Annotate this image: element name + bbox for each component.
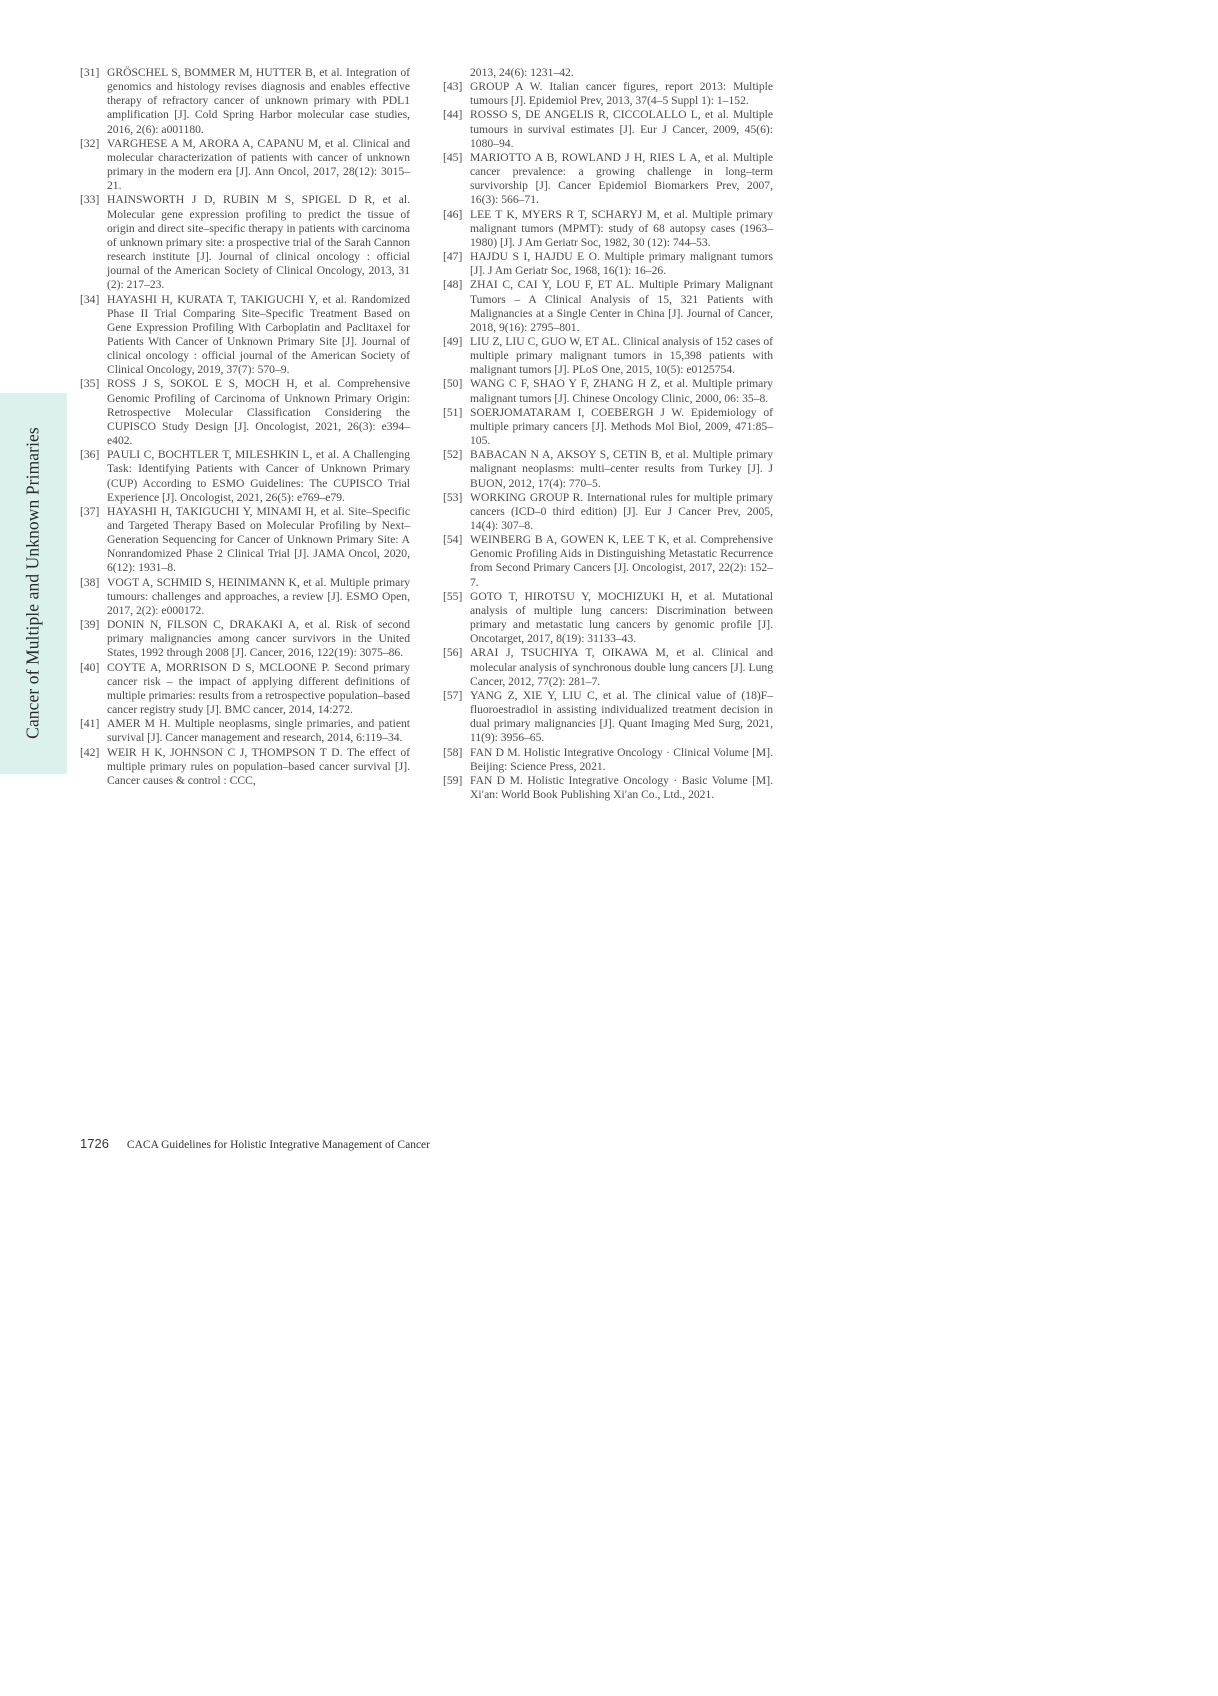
- reference-text: WEINBERG B A, GOWEN K, LEE T K, et al. Comprehensive Genomic Profiling Aids in Distinguishing Metastatic Recurrence from Second Primary Cancers [J]. Oncologist, 2017, 22(2): 152–7.: [470, 533, 773, 589]
- reference-text: COYTE A, MORRISON D S, MCLOONE P. Second primary cancer risk – the impact of applying different definitions of multiple primaries: results from a retrospective population–based cancer registry study [J]. BMC cancer, 2014, 14:272.: [107, 660, 410, 717]
- reference-number: [31]: [80, 66, 100, 79]
- reference-number: [55]: [443, 589, 463, 603]
- page-number: 1726: [80, 1136, 109, 1151]
- reference-item: [443, 80, 773, 108]
- reference-item: [443, 533, 773, 590]
- reference-item: [80, 193, 410, 292]
- reference-number: [49]: [443, 334, 463, 348]
- reference-number: [50]: [443, 377, 463, 391]
- reference-item: [443, 278, 773, 335]
- reference-item: [443, 335, 773, 377]
- reference-number: [43]: [443, 80, 463, 94]
- reference-number: [58]: [443, 745, 463, 759]
- running-footer-title: CACA Guidelines for Holistic Integrative Management of Cancer: [126, 1139, 430, 1151]
- reference-number: [39]: [80, 618, 100, 632]
- reference-number: [42]: [80, 745, 100, 759]
- reference-text: GRÖSCHEL S, BOMMER M, HUTTER B, et al. Integration of genomics and histology revises diagnosis and enables effective therapy of refractory cancer of unknown primary with PDL1 amplification [J]. Cold Spring Harbor molecular case studies, 2016, 2(6): a001180.: [107, 66, 410, 136]
- reference-text: HAJDU S I, HAJDU E O. Multiple primary malignant tumors [J]. J Am Geriatr Soc, 1968, 16(1): 16–26.: [470, 250, 773, 278]
- reference-item: [80, 618, 410, 660]
- reference-item: [80, 66, 410, 137]
- reference-text: PAULI C, BOCHTLER T, MILESHKIN L, et al. A Challenging Task: Identifying Patients with Cancer of Unknown Primary (CUP) According to ESMO Guidelines: The CUPISCO Trial Experience [J]. Oncologist, 2021, 26(5): e769–e79.: [107, 448, 410, 504]
- reference-number: [41]: [80, 717, 100, 731]
- reference-number: [53]: [443, 490, 463, 504]
- reference-text: WORKING GROUP R. International rules for multiple primary cancers (ICD–0 third edition) [J]. Eur J Cancer Prev, 2005, 14(4): 307–8.: [470, 490, 773, 532]
- reference-text: AMER M H. Multiple neoplasms, single primaries, and patient survival [J]. Cancer management and research, 2014, 6:119–34.: [107, 717, 410, 745]
- reference-item: [80, 137, 410, 194]
- reference-number: [35]: [80, 377, 100, 391]
- reference-number: [52]: [443, 448, 463, 462]
- reference-item: [443, 108, 773, 150]
- reference-item: [443, 406, 773, 448]
- reference-item: [443, 377, 773, 405]
- reference-item: [443, 448, 773, 490]
- reference-number: [38]: [80, 575, 100, 589]
- reference-text: FAN D M. Holistic Integrative Oncology · Clinical Volume [M]. Beijing: Science Press, 2021.: [470, 745, 773, 773]
- reference-number: [45]: [443, 150, 463, 164]
- reference-text: WEIR H K, JOHNSON C J, THOMPSON T D. The effect of multiple primary rules on population–based cancer survival [J]. Cancer causes & control : CCC,: [107, 745, 410, 787]
- reference-text: GOTO T, HIROTSU Y, MOCHIZUKI H, et al. Mutational analysis of multiple lung cancers: Discrimination between primary and metastatic lung cancers by genomic profile [J]. Oncotarget, 2017, 8(19): 31133–43.: [470, 589, 773, 646]
- reference-text: HAYASHI H, TAKIGUCHI Y, MINAMI H, et al. Site–Specific and Targeted Therapy Based on Molecular Profiling by Next–Generation Sequencing for Cancer of Unknown Primary Site: A Nonrandomized Phase 2 Clinical Trial [J]. JAMA Oncol, 2020, 6(12): 1931–8.: [107, 504, 410, 575]
- reference-text: MARIOTTO A B, ROWLAND J H, RIES L A, et al. Multiple cancer prevalence: a growing challenge in long–term survivorship [J]. Cancer Epidemiol Biomarkers Prev, 2007, 16(3): 566–71.: [470, 150, 773, 207]
- references-right-column: [443, 66, 773, 802]
- reference-number: [46]: [443, 207, 463, 221]
- reference-item: [80, 717, 410, 745]
- reference-item: [443, 491, 773, 533]
- reference-text: 2013, 24(6): 1231–42.: [470, 66, 574, 79]
- reference-item: [443, 208, 773, 250]
- reference-number: [54]: [443, 533, 463, 547]
- reference-number: [51]: [443, 405, 463, 419]
- reference-text: HAINSWORTH J D, RUBIN M S, SPIGEL D R, et al. Molecular gene expression profiling to predict the tissue of origin and direct site–specific therapy in patients with carcinoma of unknown primary site: a prospective trial of the Sarah Cannon research institute [J]. Journal of clinical oncology : official journal of the American Society of Clinical Oncology, 2013, 31 (2): 217–23.: [107, 193, 410, 292]
- reference-item: [80, 293, 410, 378]
- reference-number: [32]: [80, 136, 100, 150]
- reference-text: ZHAI C, CAI Y, LOU F, ET AL. Multiple Primary Malignant Tumors – A Clinical Analysis of 15, 321 Patients with Malignancies at a Single Center in China [J]. Journal of Cancer, 2018, 9(16): 2795–801.: [470, 278, 773, 334]
- reference-item: [80, 746, 410, 788]
- reference-continuation: [443, 66, 773, 80]
- reference-number: [59]: [443, 773, 463, 787]
- reference-item: [80, 661, 410, 718]
- reference-number: [44]: [443, 108, 463, 122]
- page-footer: [80, 1135, 430, 1153]
- reference-text: LIU Z, LIU C, GUO W, ET AL. Clinical analysis of 152 cases of multiple primary malignant tumors in 15,398 patients with malignant tumors [J]. PLoS One, 2015, 10(5): e0125754.: [470, 334, 773, 377]
- reference-text: HAYASHI H, KURATA T, TAKIGUCHI Y, et al. Randomized Phase II Trial Comparing Site–Specific Treatment Based on Gene Expression Profiling With Carboplatin and Paclitaxel for Patients With Cancer of Unknown Primary Site [J]. Journal of clinical oncology : official journal of the American Society of Clinical Oncology, 2019, 37(7): 570–9.: [107, 292, 410, 377]
- reference-number: [36]: [80, 448, 100, 462]
- reference-item: [80, 448, 410, 505]
- reference-number: [57]: [443, 688, 463, 702]
- reference-item: [443, 250, 773, 278]
- reference-item: [80, 576, 410, 618]
- references-left-column: [80, 66, 410, 788]
- reference-text: BABACAN N A, AKSOY S, CETIN B, et al. Multiple primary malignant neoplasms: multi–center results from Turkey [J]. J BUON, 2012, 17(4): 770–5.: [470, 448, 773, 490]
- reference-text: ROSSO S, DE ANGELIS R, CICCOLALLO L, et al. Multiple tumours in survival estimates [J]. Eur J Cancer, 2009, 45(6): 1080–94.: [470, 108, 773, 150]
- reference-text: VOGT A, SCHMID S, HEINIMANN K, et al. Multiple primary tumours: challenges and approaches, a review [J]. ESMO Open, 2017, 2(2): e000172.: [107, 575, 410, 617]
- reference-text: YANG Z, XIE Y, LIU C, et al. The clinical value of (18)F–fluoroestradiol in assisting individualized treatment decision in dual primary malignancies [J]. Quant Imaging Med Surg, 2021, 11(9): 3956–65.: [470, 688, 773, 745]
- reference-text: ARAI J, TSUCHIYA T, OIKAWA M, et al. Clinical and molecular analysis of synchronous double lung cancers [J]. Lung Cancer, 2012, 77(2): 281–7.: [470, 646, 773, 688]
- reference-number: [34]: [80, 292, 100, 306]
- reference-item: [443, 746, 773, 774]
- reference-text: FAN D M. Holistic Integrative Oncology · Basic Volume [M]. Xi′an: World Book Publishing Xi′an Co., Ltd., 2021.: [470, 773, 773, 801]
- side-tab-label: Cancer of Multiple and Unknown Primaries: [22, 427, 43, 739]
- reference-item: [443, 646, 773, 688]
- reference-number: [33]: [80, 193, 100, 207]
- reference-number: [48]: [443, 278, 463, 292]
- reference-text: VARGHESE A M, ARORA A, CAPANU M, et al. Clinical and molecular characterization of patients with cancer of unknown primary in the modern era [J]. Ann Oncol, 2017, 28(12): 3015–21.: [107, 136, 410, 193]
- reference-text: DONIN N, FILSON C, DRAKAKI A, et al. Risk of second primary malignancies among cancer survivors in the United States, 1992 through 2008 [J]. Cancer, 2016, 122(19): 3075–86.: [107, 618, 410, 660]
- reference-item: [443, 774, 773, 802]
- reference-text: LEE T K, MYERS R T, SCHARYJ M, et al. Multiple primary malignant tumors (MPMT): study of 68 autopsy cases (1963–1980) [J]. J Am Geriatr Soc, 1982, 30 (12): 744–53.: [470, 207, 773, 249]
- side-tab: [0, 393, 67, 774]
- reference-text: GROUP A W. Italian cancer figures, report 2013: Multiple tumours [J]. Epidemiol Prev, 2013, 37(4–5 Suppl 1): 1–152.: [470, 80, 773, 108]
- reference-text: ROSS J S, SOKOL E S, MOCH H, et al. Comprehensive Genomic Profiling of Carcinoma of Unknown Primary Origin: Retrospective Molecular Classification Considering the CUPISCO Study Design [J]. Oncologist, 2021, 26(3): e394–e402.: [107, 377, 410, 448]
- reference-text: SOERJOMATARAM I, COEBERGH J W. Epidemiology of multiple primary cancers [J]. Methods Mol Biol, 2009, 471:85–105.: [470, 405, 773, 448]
- reference-item: [80, 505, 410, 576]
- reference-number: [37]: [80, 504, 100, 518]
- reference-number: [56]: [443, 646, 463, 660]
- reference-text: WANG C F, SHAO Y F, ZHANG H Z, et al. Multiple primary malignant tumors [J]. Chinese Oncology Clinic, 2000, 06: 35–8.: [470, 377, 773, 405]
- reference-item: [443, 590, 773, 647]
- reference-item: [80, 377, 410, 448]
- reference-number: [40]: [80, 660, 100, 674]
- reference-item: [443, 689, 773, 746]
- reference-item: [443, 151, 773, 208]
- reference-number: [47]: [443, 250, 463, 264]
